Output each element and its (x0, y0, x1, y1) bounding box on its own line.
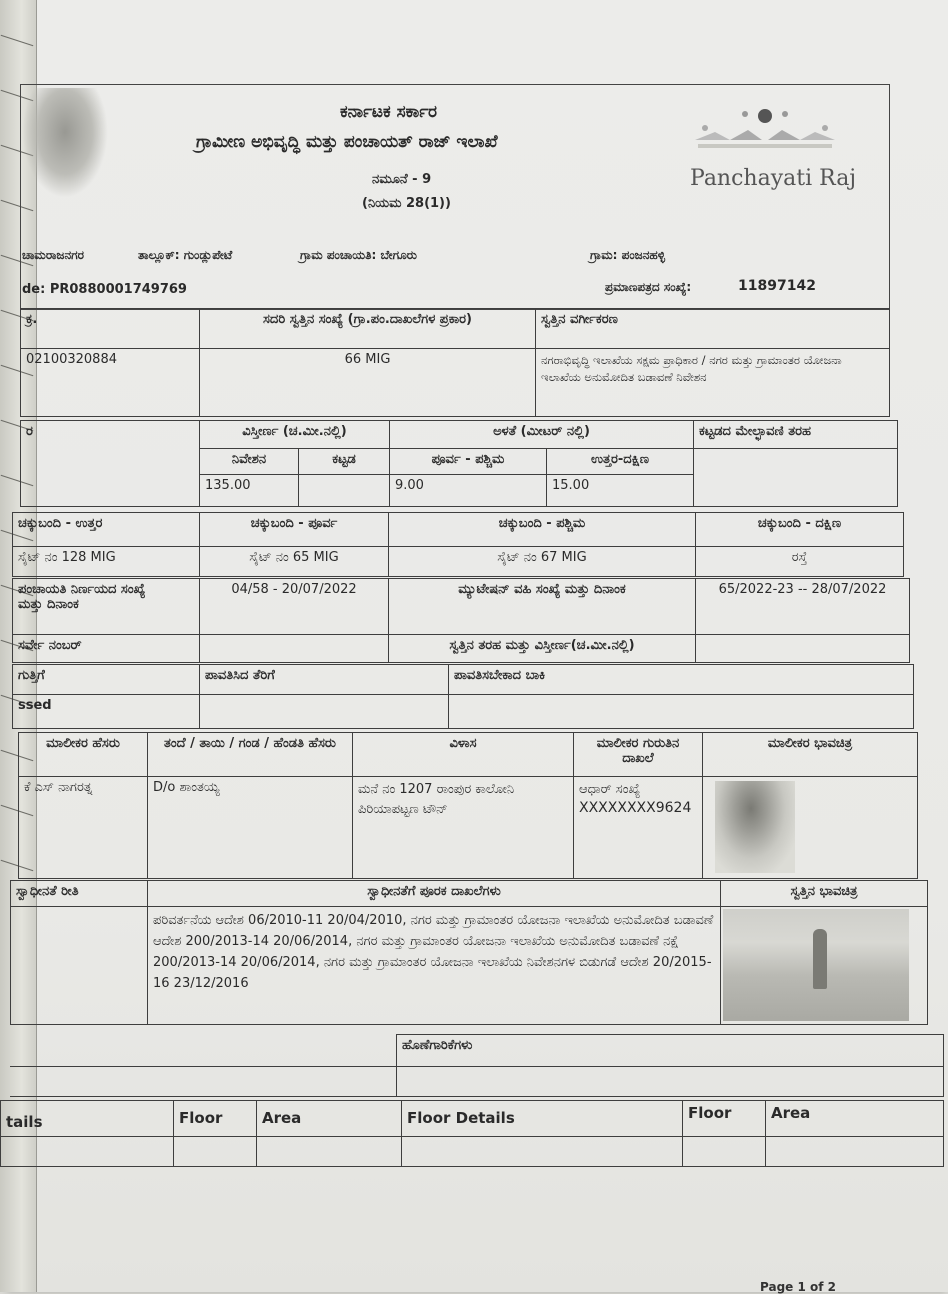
area-label: ವಿಸ್ತೀರ್ಣ (ಚ.ಮೀ.ನಲ್ಲಿ) (200, 421, 390, 449)
floor-right-label: Floor (683, 1101, 766, 1137)
tax-table (12, 664, 914, 729)
gp-resolution-value: 04/58 - 20/07/2022 (200, 579, 389, 635)
north-south-label: ಉತ್ತರ-ದಕ್ಷಿಣ (547, 449, 694, 475)
area-row-label: ರ (21, 421, 200, 507)
building-label: ಕಟ್ಟಡ (299, 449, 390, 475)
panchayati-raj-logo-icon (690, 104, 840, 154)
property-code: de: PR0880001749769 (22, 282, 187, 297)
property-id-value: 02100320884 (21, 349, 200, 417)
rule-number: (ನಿಯಮ 28(1)) (362, 196, 451, 211)
certificate-number: 11897142 (738, 278, 816, 294)
ownership-docs-value: ಪರಿವರ್ತನೆಯ ಆದೇಶ 06/2010-11 20/04/2010, ನಗರ ಮತ್ತು ಗ್ರಾಮಾಂತರ ಯೋಜನಾ ಇಲಾಖೆಯ ಅನುಮೋದಿತ ಬಡಾವಣೆ ಆದೇಶ 200/2013-14 20/06/2014, ನಗರ ಮತ್ತು ಗ್ರಾಮಾಂತರ ಯೋಜನಾ ಇಲಾಖೆಯ ಅನುಮೋದಿತ ಬಡಾವಣೆ ನಕ್ಷೆ 200/2013-14 20/06/2014, ನಗರ ಮತ್ತು ಗ್ರಾಮಾಂತರ ಯೋಜನಾ ಇಲಾಖೆಯ ನಿವೇಶನಗಳ ಬಿಡುಗಡೆ ಆದೇಶ 20/2015-16 23/12/2016 (148, 907, 721, 1025)
area-left-label: Area (257, 1101, 402, 1137)
tax-assessed-label: ssed (13, 695, 200, 729)
ownership-mode-label: ಸ್ವಾಧೀನತೆ ರೀತಿ (11, 881, 148, 907)
owner-address-label: ವಿಳಾಸ (353, 733, 574, 777)
east-west-value: 9.00 (390, 475, 547, 507)
property-photo-label: ಸ್ವತ್ತಿನ ಭಾವಚಿತ್ರ (721, 881, 928, 907)
resolution-table (12, 578, 910, 663)
state-emblem-icon (22, 88, 108, 198)
boundaries-table (12, 512, 904, 577)
tax-paid-value (200, 695, 449, 729)
panchayati-raj-text: Panchayati Raj (690, 166, 857, 191)
owner-id-label: ಮಾಲೀಕರ ಗುರುತಿನ ದಾಖಲೆ (574, 733, 703, 777)
property-id-label: ಕ್ರ. (21, 309, 200, 349)
owner-name-label: ಮಾಲೀಕರ ಹೆಸರು (19, 733, 148, 777)
property-classification-label: ಸ್ವತ್ತಿನ ವರ್ಗೀಕರಣ (536, 309, 890, 349)
floor-details-left-label: tails (1, 1101, 174, 1137)
property-table (20, 308, 890, 417)
property-number-label: ಸದರಿ ಸ್ವತ್ತಿನ ಸಂಖ್ಯೆ (ಗ್ರಾ.ಪಂ.ದಾಖಲೆಗಳ ಪ್ರಕಾರ) (200, 309, 536, 349)
boundary-north-label: ಚಕ್ಕುಬಂದಿ - ಉತ್ತರ (13, 513, 200, 547)
owner-id-type: ಆಧಾರ್ ಸಂಖ್ಯೆ (579, 782, 641, 797)
liabilities-label: ಹೊಣೆಗಾರಿಕೆಗಳು (397, 1035, 944, 1067)
page-number: Page 1 of 2 (760, 1280, 836, 1294)
survey-number-value (200, 635, 389, 663)
survey-number-label: ಸರ್ವೇ ನಂಬರ್ (13, 635, 200, 663)
boundary-east-value: ಸೈಟ್ ನಂ 65 MIG (200, 547, 389, 577)
property-classification-value: ನಗರಾಭಿವೃದ್ಧಿ ಇಲಾಖೆಯ ಸಕ್ಷಮ ಪ್ರಾಧಿಕಾರ / ನಗರ ಮತ್ತು ಗ್ರಾಮಾಂತರ ಯೋಜನಾ ಇಲಾಖೆಯ ಅನುಮೋದಿತ ಬಡಾವಣೆ ನಿವೇಶನ (536, 349, 890, 417)
property-number-value: 66 MIG (200, 349, 536, 417)
roof-type-label: ಕಟ್ಟಡದ ಮೇಲ್ಛಾವಣಿ ತರಹ (694, 421, 898, 449)
owner-table (18, 732, 918, 879)
area-right-label: Area (766, 1101, 944, 1137)
north-south-value: 15.00 (547, 475, 694, 507)
owner-photo-label: ಮಾಲೀಕರ ಭಾವಚಿತ್ರ (703, 733, 918, 777)
site-label: ನಿವೇಶನ (200, 449, 299, 475)
ownership-docs-label: ಸ್ವಾಧೀನತೆಗೆ ಪೂರಕ ದಾಖಲೆಗಳು (148, 881, 721, 907)
ownership-table (10, 880, 928, 1025)
boundary-south-label: ಚಕ್ಕುಬಂದಿ - ದಕ್ಷಿಣ (696, 513, 904, 547)
boundary-north-value: ಸೈಟ್ ನಂ 128 MIG (13, 547, 200, 577)
header-department-title: ಗ್ರಾಮೀಣ ಅಭಿವೃದ್ಧಿ ಮತ್ತು ಪಂಚಾಯತ್ ರಾಜ್ ಇಲಾಖೆ (196, 132, 498, 152)
liabilities-value (397, 1067, 944, 1097)
boundary-east-label: ಚಕ್ಕುಬಂದಿ - ಪೂರ್ವ (200, 513, 389, 547)
district-name: ಚಾಮರಾಜನಗರ (22, 248, 85, 262)
gp-resolution-label: ಪಂಚಾಯತಿ ನಿರ್ಣಯದ ಸಂಖ್ಯೆ (18, 582, 146, 597)
site-area-value: 135.00 (200, 475, 299, 507)
header-state-title: ಕರ್ನಾಟಕ ಸರ್ಕಾರ (340, 102, 438, 122)
property-photo (723, 909, 909, 1021)
building-area-value (299, 475, 390, 507)
floor-left-label: Floor (174, 1101, 257, 1137)
form-number: ನಮೂನೆ - 9 (372, 172, 432, 187)
tax-due-value (449, 695, 914, 729)
owner-relation-label: ತಂದೆ / ತಾಯಿ / ಗಂಡ / ಹೆಂಡತಿ ಹೆಸರು (148, 733, 353, 777)
owner-name-value: ಕೆ ಎಸ್ ನಾಗರತ್ನ (19, 777, 148, 879)
area-table (20, 420, 898, 507)
mutation-label: ಮ್ಯುಟೇಷನ್ ವಹಿ ಸಂಖ್ಯೆ ಮತ್ತು ದಿನಾಂಕ (389, 579, 696, 635)
tax-row-label: ಗುತ್ತಿಗೆ (13, 665, 200, 695)
type-area-label: ಸ್ವತ್ತಿನ ತರಹ ಮತ್ತು ವಿಸ್ತೀರ್ಣ(ಚ.ಮೀ.ನಲ್ಲಿ) (389, 635, 696, 663)
tax-due-label: ಪಾವತಿಸಬೇಕಾದ ಬಾಕಿ (449, 665, 914, 695)
floor-table (0, 1100, 944, 1167)
boundary-south-value: ರಸ್ತೆ (696, 547, 904, 577)
type-area-value (696, 635, 910, 663)
owner-relation-value: D/o ಶಾಂತಯ್ಯ (148, 777, 353, 879)
mutation-value: 65/2022-23 -- 28/07/2022 (696, 579, 910, 635)
gram-panchayat-name: ಗ್ರಾಮ ಪಂಚಾಯತಿ: ಬೇಗೂರು (300, 248, 417, 262)
ownership-mode-value (11, 907, 148, 1025)
measure-label: ಅಳತೆ (ಮೀಟರ್ ನಲ್ಲಿ) (390, 421, 694, 449)
floor-details-right-label: Floor Details (402, 1101, 683, 1137)
owner-address-value: ಮನೆ ನಂ 1207 ರಾಂಪುರ ಕಾಲೋನಿ ಪಿರಿಯಾಪಟ್ಟಣ ಟೌನ್ (353, 777, 574, 879)
certificate-label: ಪ್ರಮಾಣಪತ್ರದ ಸಂಖ್ಯೆ: (605, 280, 692, 294)
east-west-label: ಪೂರ್ವ - ಪಶ್ಚಿಮ (390, 449, 547, 475)
tax-paid-label: ಪಾವತಿಸಿದ ತೆರಿಗೆ (200, 665, 449, 695)
taluk-name: ತಾಲ್ಲೂಕ್: ಗುಂಡ್ಲುಪೇಟೆ (138, 248, 233, 262)
village-name: ಗ್ರಾಮ: ಪಂಜನಹಳ್ಳಿ (590, 248, 666, 262)
gp-resolution-label-date: ಮತ್ತು ದಿನಾಂಕ (18, 597, 79, 612)
boundary-west-value: ಸೈಟ್ ನಂ 67 MIG (389, 547, 696, 577)
owner-photo (715, 781, 795, 873)
roof-type-value (694, 449, 898, 507)
boundary-west-label: ಚಕ್ಕುಬಂದಿ - ಪಶ್ಚಿಮ (389, 513, 696, 547)
liabilities-table (10, 1034, 944, 1097)
owner-id-number: XXXXXXXX9624 (579, 800, 692, 816)
